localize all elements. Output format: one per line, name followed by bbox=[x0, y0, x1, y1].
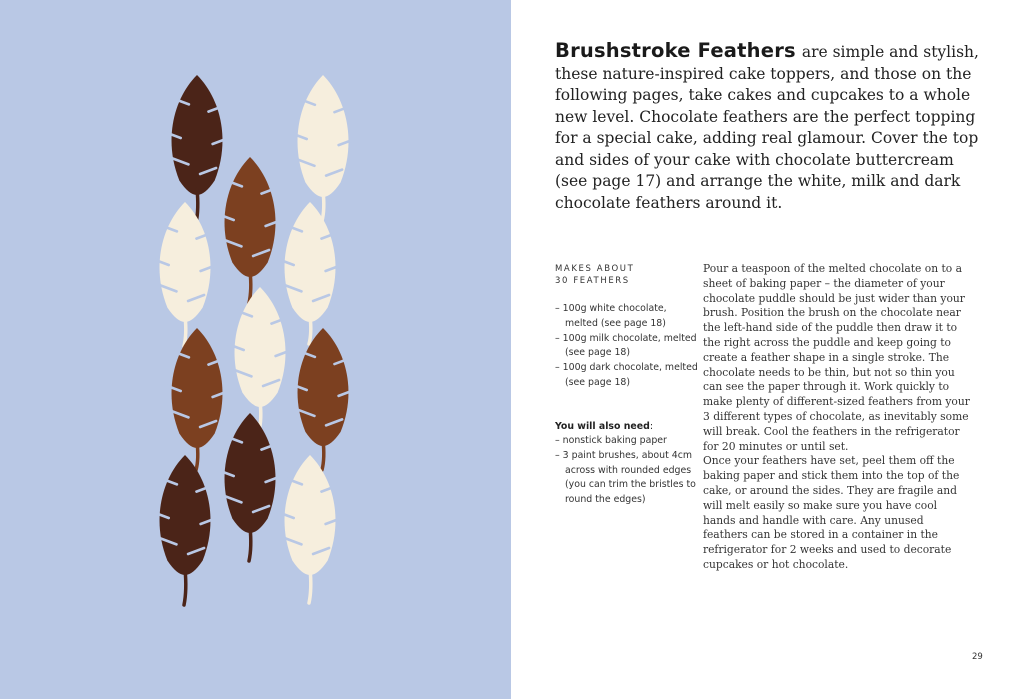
feather-body bbox=[225, 157, 276, 277]
feather-stem bbox=[309, 316, 311, 344]
feather-body bbox=[160, 202, 211, 322]
feather-stem bbox=[184, 316, 186, 346]
feather-dark bbox=[153, 455, 217, 605]
yield-label bbox=[555, 263, 675, 287]
feather-body bbox=[298, 75, 349, 197]
yield-line-2: 30 FEATHERS bbox=[555, 276, 630, 286]
page-number: 29 bbox=[972, 652, 983, 662]
equipment-heading-text: You will also need bbox=[555, 421, 650, 432]
equipment-item: – nonstick baking paper bbox=[555, 434, 700, 449]
feather-stem bbox=[249, 271, 251, 303]
recipe-page bbox=[511, 0, 1020, 699]
feather-body bbox=[235, 287, 286, 407]
ingredient-list bbox=[555, 302, 700, 391]
method-text bbox=[703, 262, 971, 573]
feather-stem bbox=[196, 442, 198, 470]
feather-stem bbox=[322, 440, 324, 470]
equipment-heading bbox=[555, 420, 653, 435]
method-paragraph: Pour a teaspoon of the melted chocolate on to a sheet of baking paper – the diameter of your chocolate puddle should be just wider than your brush. Position the brush on the chocolate near the left-hand side of the puddle then draw it to the right across the puddle and keep going to create a feather shape in a single stroke. The chocolate needs to be thin, but not so thin you can see the paper through it. Work quickly to make plenty of different-sized feathers from your 3 different types of chocolate, as inevitably some will break. Cool the feathers in the refrigerator for 20 minutes or until set. bbox=[703, 262, 970, 453]
feather-white bbox=[278, 455, 342, 603]
feather-body bbox=[225, 413, 276, 533]
feather-body bbox=[298, 328, 349, 446]
feather-stem bbox=[184, 569, 186, 605]
feather-body bbox=[285, 455, 336, 575]
intro-paragraph bbox=[555, 40, 985, 214]
feather-white bbox=[228, 287, 292, 431]
feather-white bbox=[153, 202, 217, 346]
ingredient-item: – 100g dark chocolate, melted (see page 18) bbox=[555, 361, 700, 391]
feather-milk bbox=[165, 328, 229, 470]
feather-dark bbox=[218, 413, 282, 561]
feather-stem bbox=[322, 191, 324, 221]
feather-stem bbox=[309, 569, 311, 603]
feather-white bbox=[278, 202, 342, 344]
feather-body bbox=[160, 455, 211, 575]
feather-dark bbox=[165, 75, 229, 223]
yield-line-1: MAKES ABOUT bbox=[555, 264, 635, 274]
equipment-item: – 3 paint brushes, about 4cm across with rounded edges (you can trim the bristles to round the edges) bbox=[555, 449, 700, 508]
ingredient-item: – 100g white chocolate, melted (see page 18) bbox=[555, 302, 700, 332]
equipment-list bbox=[555, 434, 700, 508]
feather-white bbox=[291, 75, 355, 221]
recipe-title: Brushstroke Feathers bbox=[555, 39, 796, 62]
intro-text: are simple and stylish, these nature-inspired cake toppers, and those on the following pages, take cakes and cupcakes to a whole new level. Chocolate feathers are the perfect topping for a special cake, adding real glamour. Cover the top and sides of your cake with chocolate buttercream (see page 17) and arrange the white, milk and dark chocolate feathers around it. bbox=[555, 43, 979, 212]
feather-stem bbox=[249, 527, 251, 561]
feather-body bbox=[285, 202, 336, 322]
method-paragraph: Once your feathers have set, peel them off the baking paper and stick them into the top of the cake, or around the sides. They are fragile and will melt easily so make sure you have cool hands and handle with care. Any unused feathers can be stored in a container in the refrigerator for 2 weeks and used to decorate cupcakes or hot chocolate. bbox=[703, 454, 960, 571]
feather-milk bbox=[291, 328, 355, 470]
feather-body bbox=[172, 75, 223, 195]
feather-body bbox=[172, 328, 223, 448]
equipment-heading-colon: : bbox=[649, 421, 653, 432]
ingredient-item: – 100g milk chocolate, melted (see page 18) bbox=[555, 332, 700, 362]
feather-milk bbox=[218, 157, 282, 303]
